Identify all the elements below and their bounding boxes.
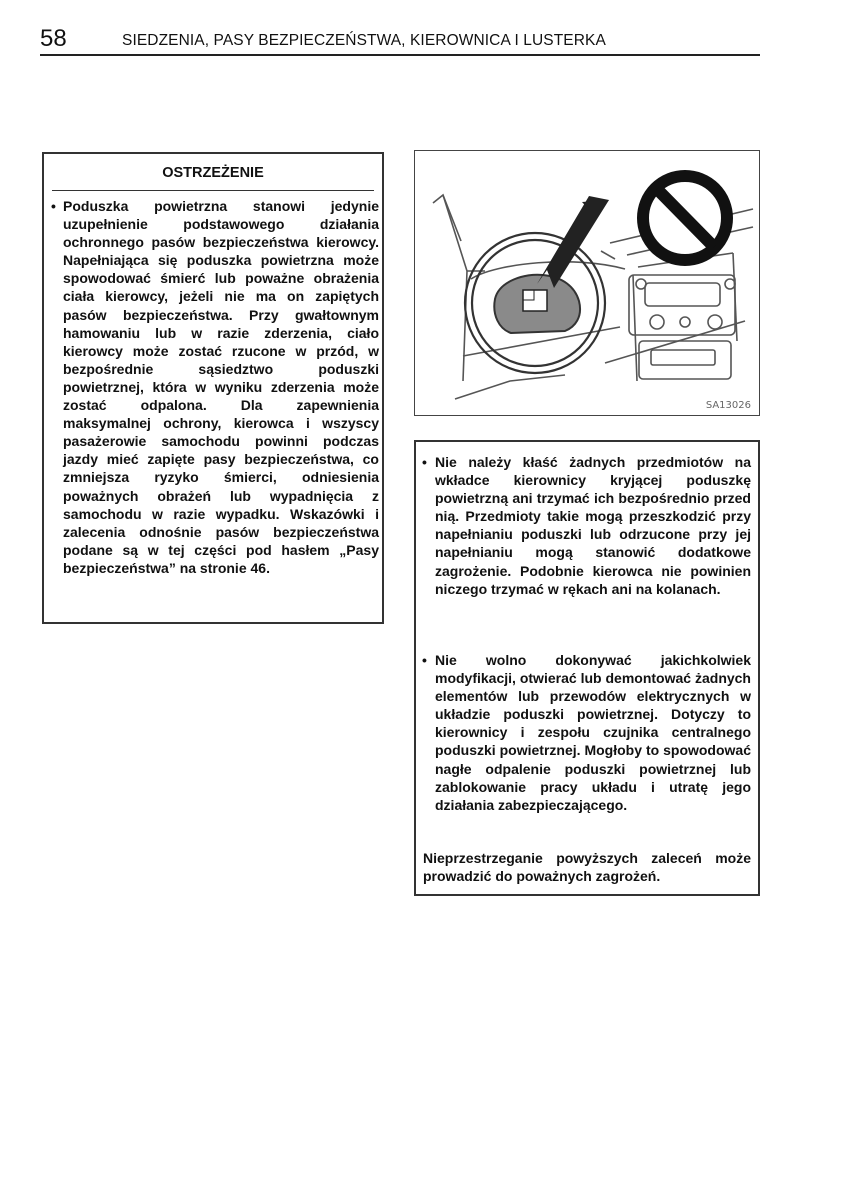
dashboard-illustration bbox=[415, 151, 760, 416]
caution-footer: Nieprzestrzeganie powyższych zaleceń może prowadzić do poważnych zagrożeń. bbox=[423, 850, 751, 885]
figure-code: SA13026 bbox=[705, 400, 751, 411]
airbag-illustration bbox=[414, 150, 760, 416]
page-header bbox=[40, 26, 760, 56]
caution-item-1: Nie należy kłaść żadnych przedmiotów na wkładce kierownicy kryjącej poduszkę powietrzną ani trzymać ich bezpośrednio przed nią. Przedmioty takie mogą przeszkodzić przy napełnianiu poduszki lub odrzucone przy jej napełnianiu mogą stanowić dodatkowe zagrożenie. Podobnie kierowca nie powinien niczego trzymać w rękach ani na kolanach. bbox=[435, 454, 751, 597]
caution-box bbox=[414, 440, 760, 896]
warning-title: OSTRZEŻENIE bbox=[162, 165, 264, 181]
chapter-title: SIEDZENIA, PASY BEZPIECZEŃSTWA, KIEROWNICA I LUSTERKA bbox=[122, 32, 606, 49]
prohibition-sign-icon bbox=[643, 176, 727, 260]
caution-item-1-bullet: • bbox=[422, 454, 427, 470]
warning-text: Poduszka powietrzna stanowi jedynie uzupełnienie podstawowego działania ochronnego pasów bezpieczeństwa kierowcy. Napełniająca się poduszka powietrzna może spowodować śmierć lub poważne obrażenia ciała kierowcy, jeżeli nie ma on zapiętych pasów bezpieczeństwa. Przy gwałtownym hamowaniu lub w razie zderzenia, ciało kierowcy może zostać rzucone w przód, w bezpośrednie sąsiedztwo poduszki powietrznej, która w wyniku zderzenia może zostać odpalona. Dla zapewnienia maksymalnej ochrony, kierowca i wszyscy pasażerowie samochodu powinni podczas jazdy mieć zapięte pasy bezpieczeństwa, co zmniejsza ryzyko śmierci, odniesienia poważnych obrażeń lub wypadnięcia z samochodu w razie wypadku. Wskazówki i zalecenia odnośnie pasów bezpieczeństwa podane są w tej części pod hasłem „Pasy bezpieczeństwa” na stronie 46. bbox=[63, 198, 379, 576]
caution-item-2-bullet: • bbox=[422, 652, 427, 668]
warning-bullet: • bbox=[51, 198, 56, 214]
page-number: 58 bbox=[40, 25, 67, 52]
warning-box bbox=[42, 152, 384, 624]
warning-title-divider bbox=[52, 190, 374, 191]
caution-item-2: Nie wolno dokonywać jakichkolwiek modyfikacji, otwierać lub demontować żadnych elementów lub przewodów elektrycznych w układzie poduszki powietrznej. Dotyczy to kierownicy i zespołu czujnika centralnego poduszki powietrznej. Mogłoby to spowodować nagłe odpalenie poduszki powietrznej lub zablokowanie pracy układu i utratę jego działania zabezpieczającego. bbox=[435, 652, 751, 813]
